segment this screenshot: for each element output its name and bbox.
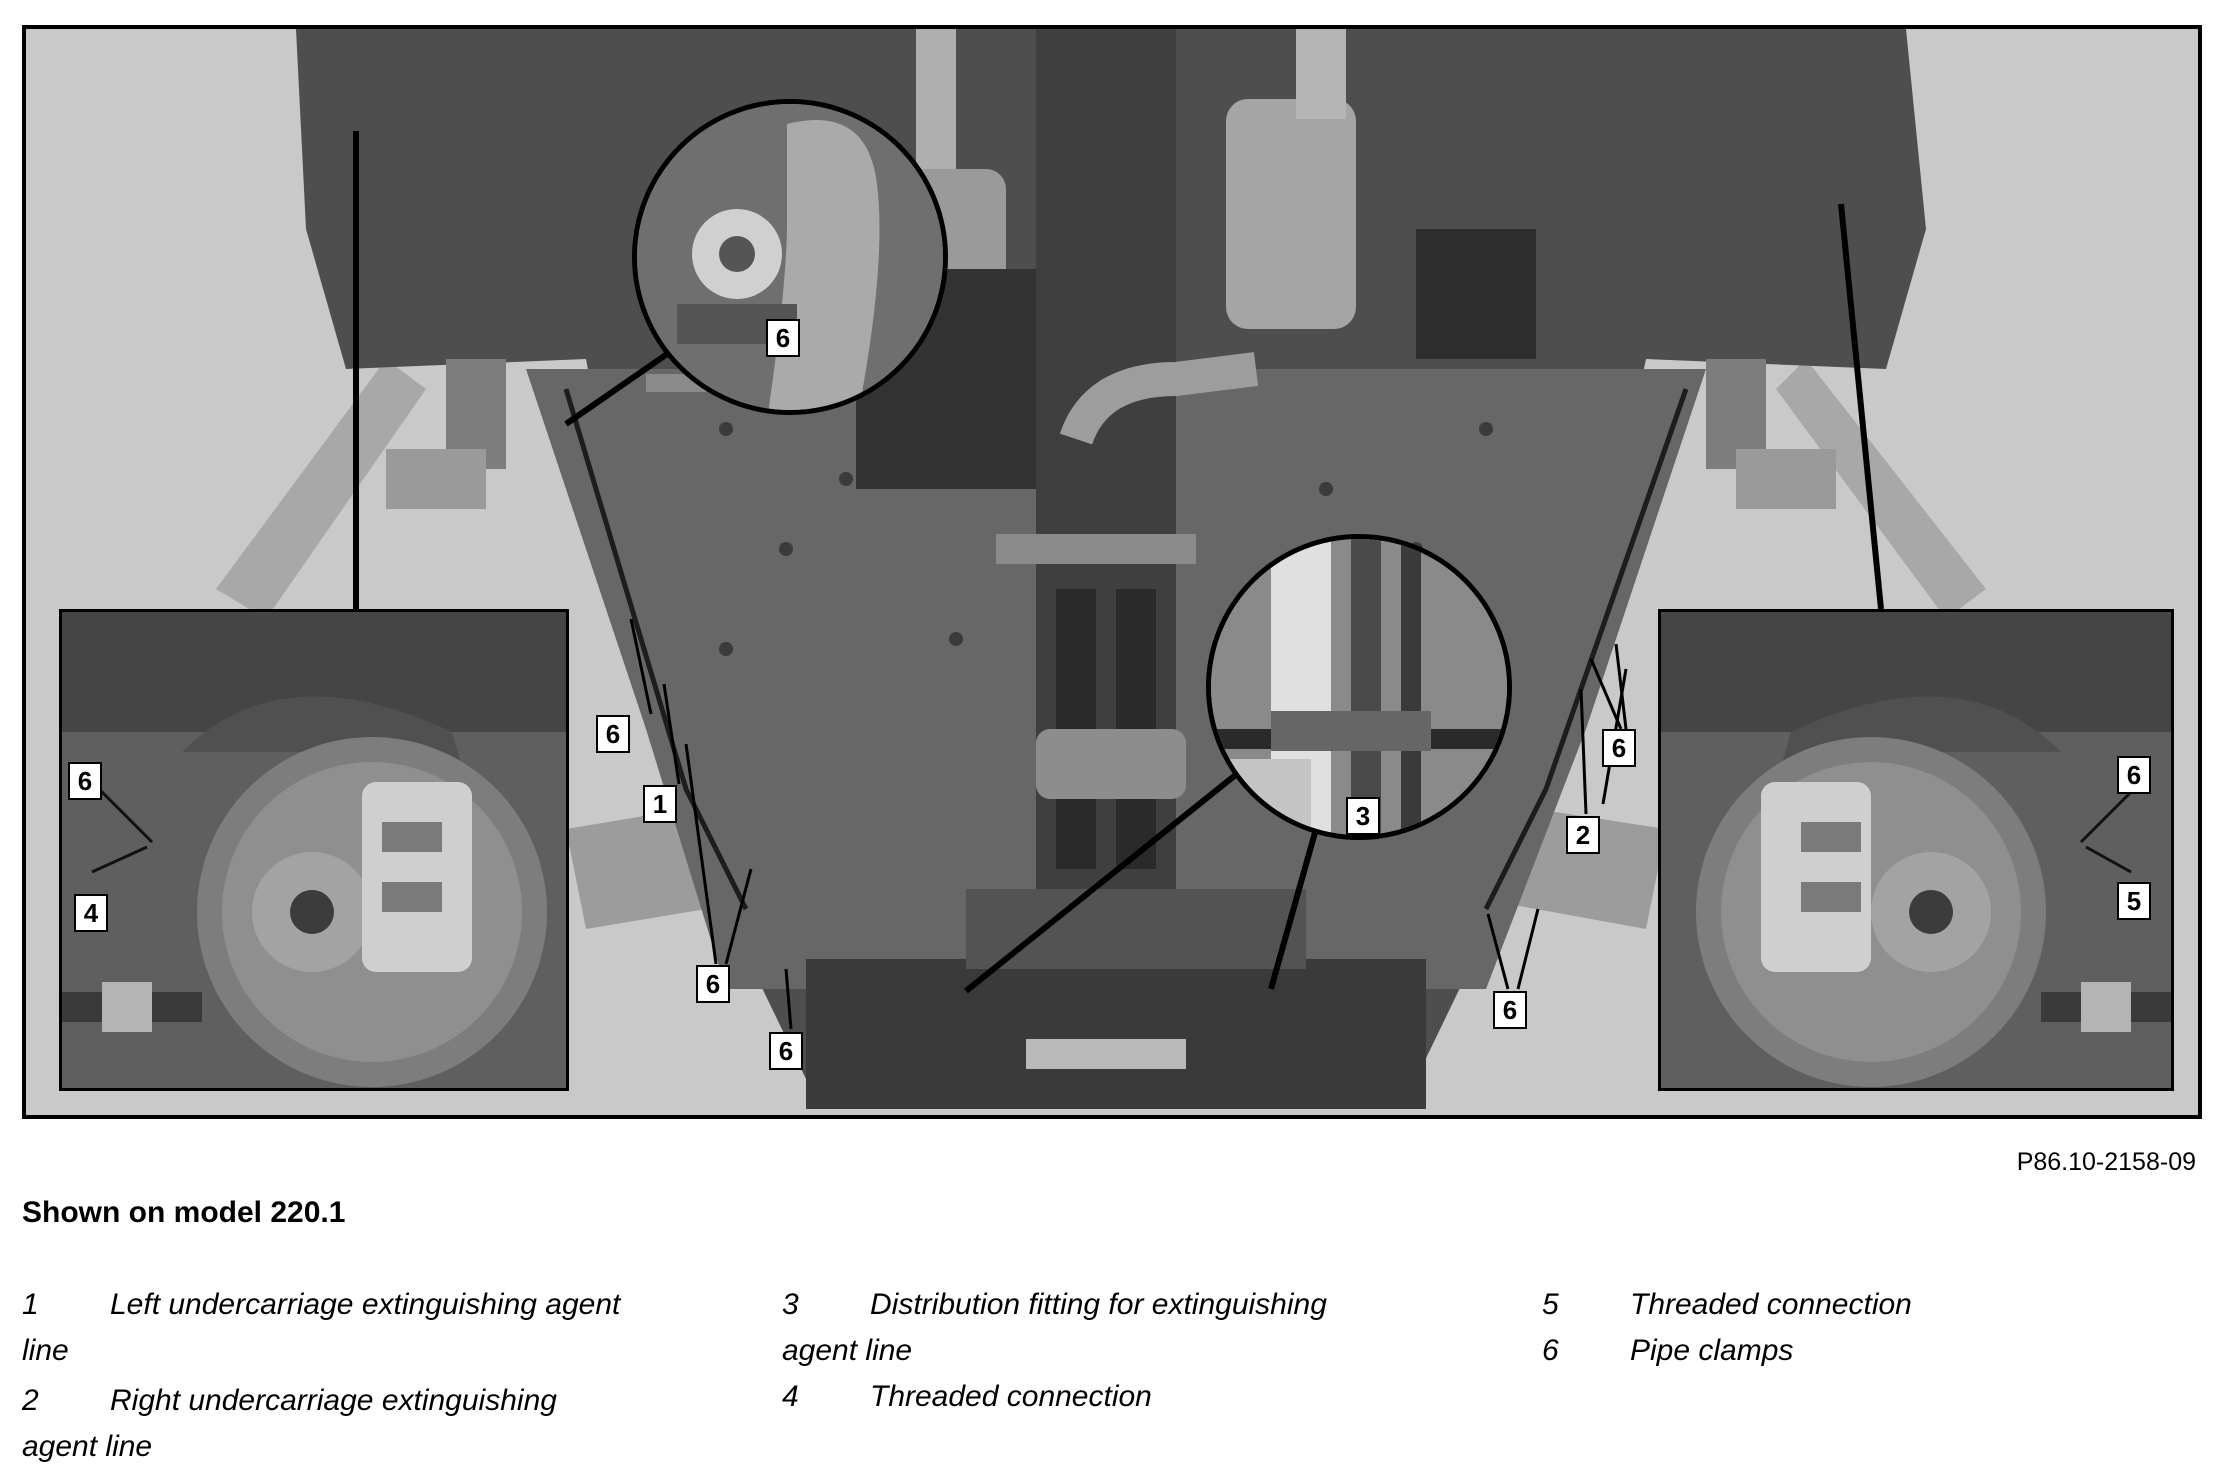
legend-column-3 [1542, 1282, 2182, 1374]
callout-1: 1 [643, 785, 677, 823]
detail-inset-top [632, 99, 948, 415]
callout-4: 4 [74, 894, 108, 932]
callout-2: 2 [1566, 816, 1600, 854]
legend-item-2-cont: agent line [22, 1430, 153, 1463]
figure-reference: P86.10-2158-09 [2016, 1148, 2196, 1176]
callout-6-top-inset: 6 [766, 319, 800, 357]
callout-6-left-lower: 6 [696, 965, 730, 1003]
legend-item-3: 3 Distribution fitting for extinguishing [782, 1288, 1327, 1321]
callout-5: 5 [2117, 882, 2151, 920]
undercarriage-figure [22, 25, 2202, 1119]
legend-item-1: 1 Left undercarriage extinguishing agent [22, 1288, 621, 1321]
detail-inset-left [59, 609, 569, 1091]
legend-item-1-cont: line [22, 1334, 69, 1367]
callout-6-left-front: 6 [596, 715, 630, 753]
legend-item-3-cont: agent line [782, 1334, 913, 1367]
detail-inset-center [1206, 534, 1512, 840]
legend-item-6: 6 Pipe clamps [1542, 1334, 1794, 1367]
legend-column-2 [782, 1282, 1472, 1420]
detail-inset-right [1658, 609, 2174, 1091]
callout-6-left-bottom: 6 [769, 1032, 803, 1070]
legend-column-1 [22, 1282, 712, 1470]
legend-item-2: 2 Right undercarriage extinguishing [22, 1384, 557, 1417]
callout-6-right-lower: 6 [1493, 991, 1527, 1029]
legend-item-5: 5 Threaded connection [1542, 1288, 1912, 1321]
figure-caption: Shown on model 220.1 [22, 1196, 346, 1229]
callout-6-right-upper: 6 [1602, 729, 1636, 767]
callout-6-left-inset: 6 [68, 762, 102, 800]
callout-3: 3 [1346, 797, 1380, 835]
callout-6-right-inset: 6 [2117, 756, 2151, 794]
legend-item-4: 4 Threaded connection [782, 1380, 1152, 1413]
